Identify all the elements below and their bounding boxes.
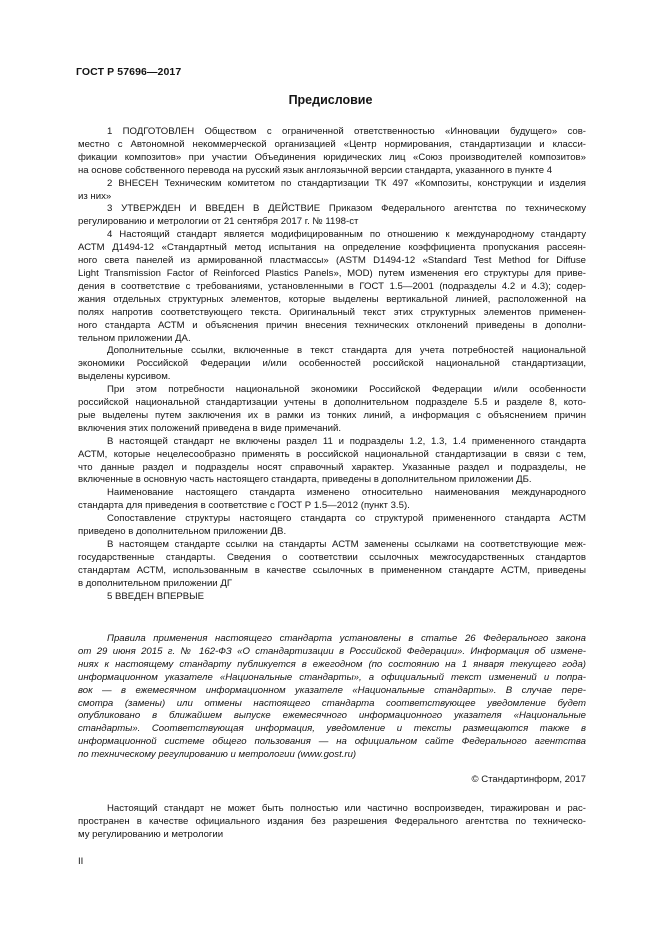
paragraph-line: 3 УТВЕРЖДЕН И ВВЕДЕН В ДЕЙСТВИЕ Приказом Федерального агентства по техническому — [107, 203, 586, 215]
preface-paragraph — [78, 345, 586, 384]
paragraph-line: 1 ПОДГОТОВЛЕН Обществом с ограниченной ответственностью «Инновации будущего» сов- — [107, 126, 586, 137]
reproduction-line: му регулированию и метрологии — [78, 828, 224, 840]
paragraph-line: АСТМ Д1494-12 «Стандартный метод испытания на определение коэффициента пропускания рассеян- — [78, 242, 586, 254]
notice-line: смотра (замены) или отмены настоящего стандарта соответствующее уведомление будет — [78, 697, 586, 709]
paragraph-line: жания отдельных структурных элементов, которые выделены вертикальной линией, расположенной на — [78, 293, 586, 305]
paragraph-line: Дополнительные ссылки, включенные в текст стандарта для учета потребностей национальной — [107, 345, 586, 357]
paragraph-line: на основе собственного перевода на русский язык англоязычной версии стандарта, указанного в пункте 4 — [78, 164, 553, 176]
paragraph-line: полях напротив соответствующего текста. Оригинальный текст этих структурных элементов применен- — [78, 306, 586, 318]
notice-line: по техническому регулированию и метрологии (www.gost.ru) — [78, 749, 357, 761]
preface-body — [78, 126, 586, 604]
paragraph-line: дения в соответствие с требованиями, установленными в ГОСТ 1.5—2001 (подразделы 4.2 и 4.3); содер- — [78, 280, 586, 292]
paragraph-line: При этом потребности национальной экономики Российской Федерации и/или особенности — [107, 384, 586, 396]
preface-paragraph — [78, 126, 586, 178]
notice-line: информационном указателе «Национальные стандарты», а официальный текст изменений и попра- — [78, 671, 586, 683]
preface-paragraph — [78, 178, 586, 204]
paragraph-line: включенные в основную часть настоящего стандарта, приведены в дополнительном приложении ДБ. — [78, 474, 532, 486]
paragraph-line: российской национальной стандартизации учтены в дополнительном подразделе 5.5 и разделе 8, кото- — [78, 397, 586, 409]
paragraph-line: что данные раздел и подразделы носят справочный характер. Указанные раздел и подразделы, не — [78, 461, 586, 473]
preface-title: Предисловие — [288, 93, 373, 107]
paragraph-line: стандартам АСТМ, использованным в качестве ссылочных в примененном стандарте АСТМ, приведены — [78, 564, 586, 576]
notice-line: информационной системе общего пользования — на официальном сайте Федерального агентства — [78, 736, 586, 748]
paragraph-line: Сопоставление структуры настоящего стандарта со структурой примененного стандарта АСТМ — [107, 513, 586, 525]
document-id: ГОСТ Р 57696—2017 — [76, 66, 182, 78]
notice-line: от 29 июня 2015 г. № 162-ФЗ «О стандартизации в Российской Федерации». Информация об измене- — [78, 645, 586, 657]
paragraph-line: из них» — [78, 190, 112, 202]
paragraph-line: Наименование настоящего стандарта изменено относительно наименования международного — [107, 487, 586, 499]
preface-paragraph — [78, 229, 586, 345]
paragraph-line: местно с Автономной некоммерческой организацией «Центр нормирования, стандартизации и класси- — [78, 138, 586, 150]
standard-application-notice — [78, 633, 586, 762]
notice-line: опубликовано в ближайшем выпуске ежемесячного информационного указателя «Национальные — [78, 710, 586, 722]
copyright-line: © Стандартинформ, 2017 — [471, 774, 586, 785]
preface-paragraph — [78, 539, 586, 591]
preface-paragraph — [78, 487, 586, 513]
paragraph-line: стандарта для приведения в соответствие с ГОСТ Р 1.5—2012 (пункт 3.5). — [78, 500, 410, 512]
notice-line: стандарты». Соответствующая информация, уведомление и тексты размещаются также в — [78, 723, 586, 735]
notice-line: Правила применения настоящего стандарта установлены в статье 26 Федерального закона — [107, 633, 586, 644]
paragraph-line: в дополнительном приложении ДГ — [78, 577, 233, 589]
paragraph-line: Light Transmission Factor of Reinforced Plastics Panels», MOD) путем изменения его структуры для приве- — [78, 267, 586, 279]
reproduction-line: Настоящий стандарт не может быть полностью или частично воспроизведен, тиражирован и рас- — [107, 803, 586, 814]
notice-line: вок — в ежемесячном информационном указателе «Национальные стандарты». В случае пере- — [78, 684, 586, 696]
paragraph-line: государственные стандарты. Сведения о соответствии ссылочных межгосударственных стандартов — [78, 551, 586, 563]
paragraph-line: рые выделены путем заключения их в рамки из тонких линий, а информация с объяснением причин — [78, 409, 586, 421]
paragraph-line: приведено в дополнительном приложении ДВ. — [78, 526, 287, 538]
paragraph-line: экономики Российской Федерации и/или особенностей российской национальной стандартизации, — [78, 358, 586, 370]
paragraph-line: В настоящем стандарте ссылки на стандарты АСТМ заменены ссылками на соответствующие меж- — [107, 539, 586, 550]
paragraph-line: выделены курсивом. — [78, 371, 171, 383]
preface-paragraph — [78, 384, 586, 436]
paragraph-line: ного света панелей из армированной пластмассы» (ASTM D1494-12 «Standard Test Method for Diffuse — [78, 255, 586, 267]
paragraph-line: 5 ВВЕДЕН ВПЕРВЫЕ — [107, 590, 205, 602]
preface-paragraph — [78, 591, 586, 604]
preface-paragraph — [78, 436, 586, 488]
notice-line: ниях к настоящему стандарту публикуется в ежегодном (по состоянию на 1 января текущего года) — [78, 658, 586, 670]
paragraph-line: 2 ВНЕСЕН Техническим комитетом по стандартизации ТК 497 «Композиты, конструкции и изделия — [107, 177, 586, 189]
paragraph-line: включения этих положений приведена в виде примечаний. — [78, 422, 341, 434]
page-number: II — [78, 856, 84, 867]
preface-paragraph — [78, 513, 586, 539]
paragraph-line: ного стандарта АСТМ и объяснения причин внесения технических отклонений приведены в дополни- — [78, 319, 586, 331]
paragraph-line: тельном приложении ДА. — [78, 332, 191, 344]
paragraph-line: В настоящей стандарт не включены раздел 11 и подразделы 1.2, 1.3, 1.4 примененного стандарта — [107, 435, 586, 447]
paragraph-line: АСТМ, которые нецелесообразно применять в российской национальной стандартизации в связи с тем, — [78, 448, 586, 460]
paragraph-line: фикации композитов» при участии Объединения юридических лиц «Союз производителей композитов» — [78, 151, 586, 163]
paragraph-line: 4 Настоящий стандарт является модифицированным по отношению к международному стандарту — [107, 229, 586, 241]
paragraph-line: регулированию и метрологии от 21 сентября 2017 г. № 1198-ст — [78, 216, 359, 228]
reproduction-line: пространен в качестве официального издания без разрешения Федерального агентства по техническо- — [78, 815, 586, 827]
reproduction-notice — [78, 803, 586, 842]
preface-paragraph — [78, 203, 586, 229]
